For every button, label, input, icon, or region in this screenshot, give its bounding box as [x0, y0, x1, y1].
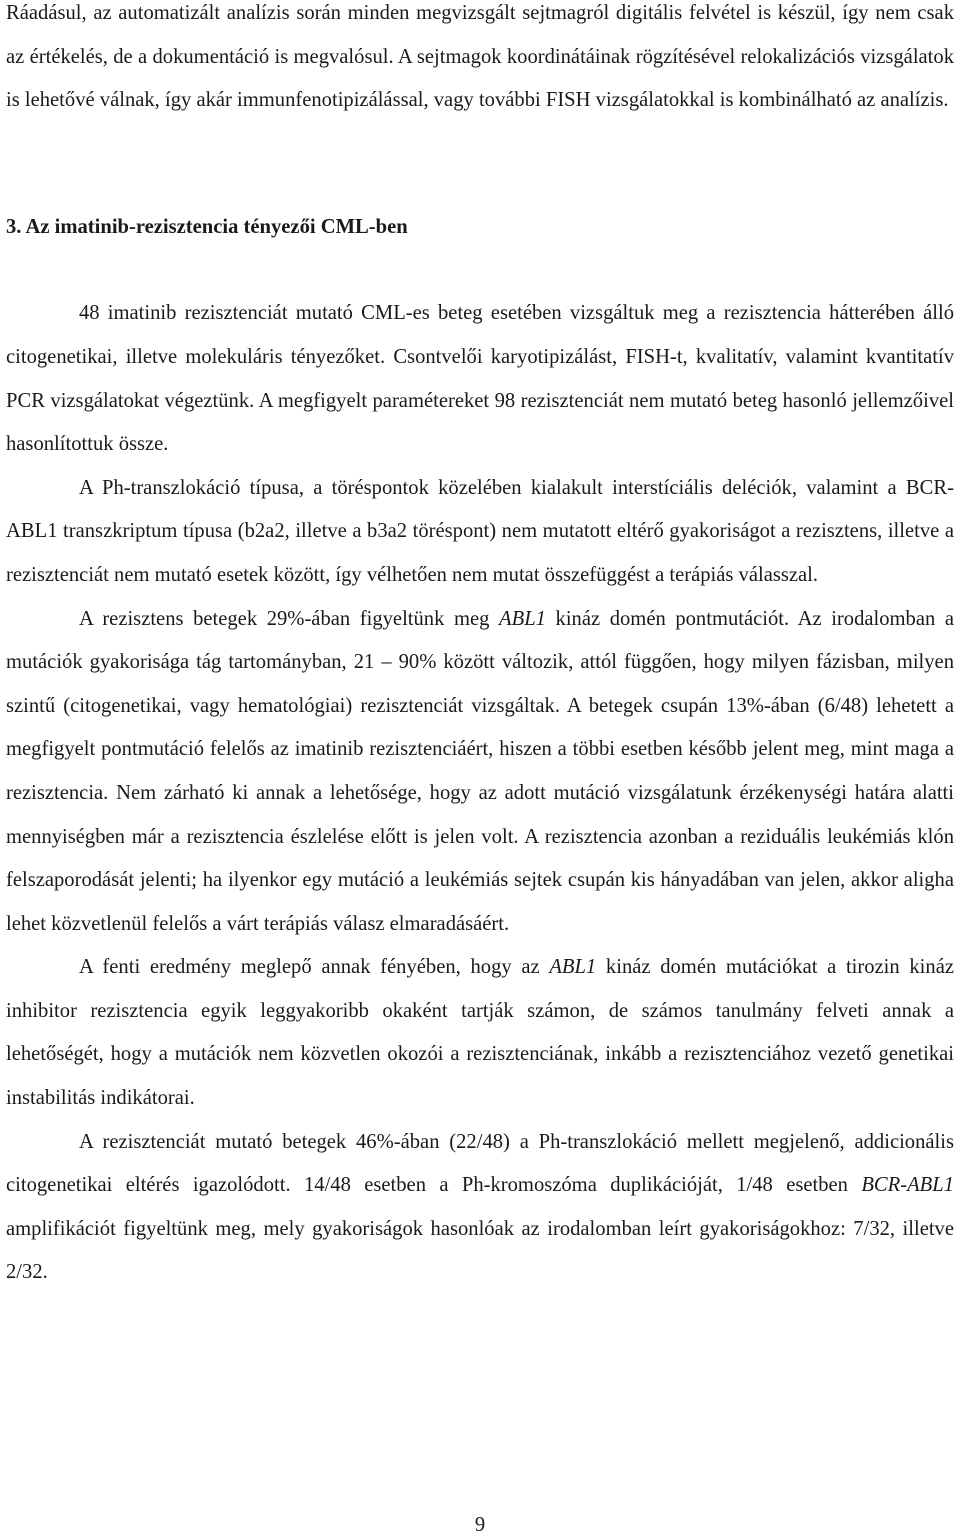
text-run: kináz domén pontmutációt. Az irodalomban a mutációk gyakorisága tág tartományban, 21 – 90% között változik, attól függően, hogy milyen fázisban, milyen szintű (citogenetikai, vagy hematológiai) rezisztenciát vizsgáltak. A betegek csupán 13%-ában (6/48) lehetett a megfigyelt pontmutáció felelős az imatinib rezisztenciáért, hiszen a többi esetben később jelent meg, mint maga a rezisztencia. Nem zárható ki annak a lehetősége, hogy az adott mutáció vizsgálatunk érzékenységi határa alatti mennyiségben már a rezisztencia észlelése előtt is jelen volt. A rezisztencia azonban a reziduális leukémiás klón felszaporodását jelenti; ha ilyenkor egy mutáció a leukémiás sejtek csupán kis hányadában van jelen, akkor aligha lehet közvetlenül felelős a várt terápiás válasz elmaradásáért.: [6, 607, 954, 935]
text-run: Ráadásul, az automatizált analízis során minden megvizsgált sejtmagról digitális felvétel is készül, így nem csak az értékelés, de a dokumentáció is megvalósul. A sejtmagok koordinátáinak rögzítésével relokalizációs vizsgálatok is lehetővé válnak, így akár immunfenotipizálással, vagy további FISH vizsgálatokkal is kombinálható az analízis.: [6, 2, 954, 112]
paragraph-intro: [6, 0, 954, 123]
paragraph-1: [6, 292, 954, 466]
page-number: 9: [474, 1514, 486, 1536]
text-run: A rezisztens betegek 29%-ában figyeltünk meg: [79, 607, 500, 630]
italic-term: ABL1: [499, 607, 546, 630]
paragraph-5: [6, 1121, 954, 1295]
paragraph-3: [6, 598, 954, 947]
text-run: kináz domén mutációkat a tirozin kináz inhibitor rezisztencia egyik leggyakoribb okaként tartják számon, de számos tanulmány felveti annak a lehetőségét, hogy a mutációk nem közvetlen okozói a rezisztenciának, inkább a rezisztenciához vezető genetikai instabilitás indikátorai.: [6, 956, 954, 1110]
text-run: 48 imatinib rezisztenciát mutató CML-es beteg esetében vizsgáltuk meg a rezisztencia hátterében álló citogenetikai, illetve molekuláris tényezőket. Csontvelői karyotipizálást, FISH-t, kvalitatív, valamint kvantitatív PCR vizsgálatokat végeztünk. A megfigyelt paramétereket 98 rezisztenciát nem mutató beteg hasonló jellemzőivel hasonlítottuk össze.: [6, 302, 954, 456]
text-run: amplifikációt figyeltünk meg, mely gyakoriságok hasonlóak az irodalomban leírt gyakoriságokhoz: 7/32, illetve 2/32.: [6, 1217, 954, 1284]
italic-term: ABL1: [549, 956, 597, 979]
section-heading: 3. Az imatinib-rezisztencia tényezői CML-ben: [6, 215, 408, 238]
document-page: [6, 0, 954, 1295]
italic-term: BCR-ABL1: [861, 1174, 954, 1197]
text-run: A rezisztenciát mutató betegek 46%-ában (22/48) a Ph-transzlokáció mellett megjelenő, addicionális citogenetikai eltérés igazolódott. 14/48 esetben a Ph-kromoszóma duplikációját, 1/48 esetben: [6, 1130, 954, 1197]
text-run: A fenti eredmény meglepő annak fényében, hogy az: [79, 956, 550, 979]
text-run: A Ph-transzlokáció típusa, a töréspontok közelében kialakult interstíciális deléciók, valamint a BCR-ABL1 transzkriptum típusa (b2a2, illetve a b3a2 töréspont) nem mutatott eltérő gyakoriságot a rezisztens, illetve a rezisztenciát nem mutató esetek között, így vélhetően nem mutat összefüggést a terápiás válasszal.: [6, 476, 954, 586]
paragraph-2: [6, 467, 954, 598]
paragraph-4: [6, 946, 954, 1120]
